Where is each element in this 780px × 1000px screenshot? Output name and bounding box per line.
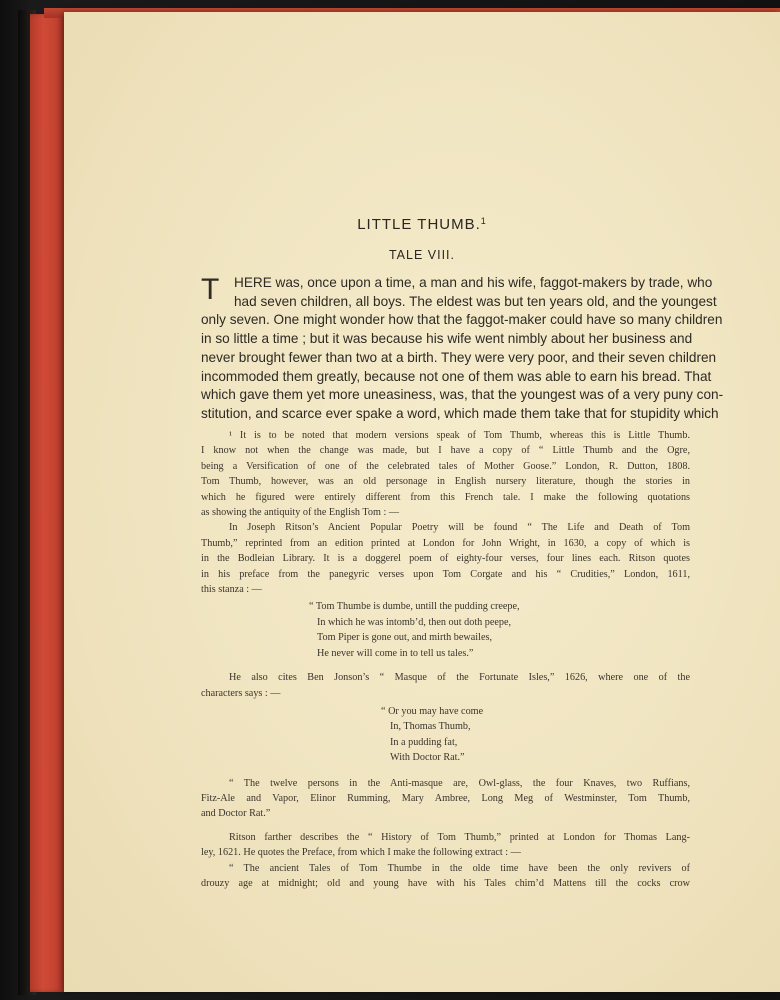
main-line: stitution, and scarce ever spake a word, which made them take that for stupidity which <box>201 405 719 421</box>
footnote-line: and Doctor Rat.” <box>201 808 271 820</box>
footnote-line: drouzy age at midnight; old and young have with his Tales chim’d Mattens till the cocks crow <box>201 877 690 889</box>
main-line: had seven children, all boys. The eldest was but ten years old, and the youngest <box>234 293 717 309</box>
main-line: which gave them yet more uneasiness, was, that the youngest was of a very puny con- <box>201 387 724 403</box>
footnote-line: In Joseph Ritson’s Ancient Popular Poetry will be found “ The Life and Death of Tom <box>229 522 690 534</box>
footnote-line: Fitz-Ale and Vapor, Elinor Rumming, Mary Ambree, Long Meg of Westminster, Tom Thumb, <box>201 792 690 804</box>
verse-line: “ Tom Thumbe is dumbe, untill the pudding creepe, <box>309 601 520 613</box>
footnote-line: ¹ It is to be noted that modern versions speak of Tom Thumb, whereas this is Little Thumb. <box>229 430 690 441</box>
main-line: never brought fewer than two at a birth. They were very poor, and their seven children <box>201 349 717 365</box>
tale-number: TALE VIII. <box>388 248 456 262</box>
main-line: only seven. One might wonder how that the faggot-maker could have so many children <box>201 312 723 328</box>
footnote-line: Tom Thumb, however, was an old personage in English nursery literature, though the stories in <box>201 476 690 488</box>
verse-line: In a pudding fat, <box>390 736 458 748</box>
main-text <box>201 274 724 424</box>
footnote-line: as showing the antiquity of the English Tom : — <box>201 507 400 519</box>
main-line: incommoded them greatly, because not one of them was able to earn his bread. That <box>201 368 712 384</box>
footnote-line: “ The ancient Tales of Tom Thumbe in the olde time have been the only revivers of <box>229 862 690 874</box>
footnote-line: being a Versification of one of the celebrated tales of Mother Goose.” London, R. Dutton, 1808. <box>201 460 690 472</box>
page-edges-red <box>30 14 68 992</box>
footnote-line: this stanza : — <box>201 584 262 596</box>
verse-line: In which he was intomb’d, then out doth peepe, <box>317 616 512 628</box>
footnote-line: which he figured were entirely different from this French tale. I make the following quotations <box>201 491 690 503</box>
verse-line: In, Thomas Thumb, <box>390 721 471 733</box>
footnote-line: characters says : — <box>201 687 281 699</box>
verse-line: “ Or you may have come <box>381 705 484 717</box>
main-line: in so little a time ; but it was because his wife went nimbly about her business and <box>201 331 693 347</box>
drop-cap: T <box>201 273 220 306</box>
main-line: HERE was, once upon a time, a man and his wife, faggot-makers by trade, who <box>234 275 713 290</box>
footnote-line: He also cites Ben Jonson’s “ Masque of the Fortunate Isles,” 1626, where one of the <box>229 672 690 684</box>
footnote-line: Thumb,” reprinted from an edition printed at London for John Wright, in 1630, a copy of which is <box>201 537 690 549</box>
footnote-line: ley, 1621. He quotes the Preface, from which I make the following extract : — <box>201 847 521 859</box>
verse-line: With Doctor Rat.” <box>390 752 465 764</box>
footnote-line: Ritson farther describes the “ History of Tom Thumb,” printed at London for Thomas Lang- <box>229 831 690 843</box>
footnote-line: “ The twelve persons in the Anti-masque are, Owl-glass, the four Knaves, two Ruffians, <box>229 777 690 789</box>
footnote-line: in the Bodleian Library. It is a doggerel poem of eighty-four verses, four lines each. Ritson quotes <box>201 553 690 565</box>
verse-line: He never will come in to tell us tales.” <box>317 647 474 659</box>
chapter-title <box>64 216 780 233</box>
chapter-title-text: LITTLE THUMB. <box>357 216 481 233</box>
footnote-line: in his preface from the panegyric verses upon Tom Corgate and his “ Crudities,” London, 1611, <box>201 568 690 580</box>
title-footnote-mark: 1 <box>480 216 487 226</box>
footnote-line: I know not when the change was made, but I have a copy of “ Little Thumb and the Ogre, <box>201 445 690 457</box>
verse-line: Tom Piper is gone out, and mirth bewailes, <box>317 632 492 644</box>
footnotes <box>201 428 690 891</box>
